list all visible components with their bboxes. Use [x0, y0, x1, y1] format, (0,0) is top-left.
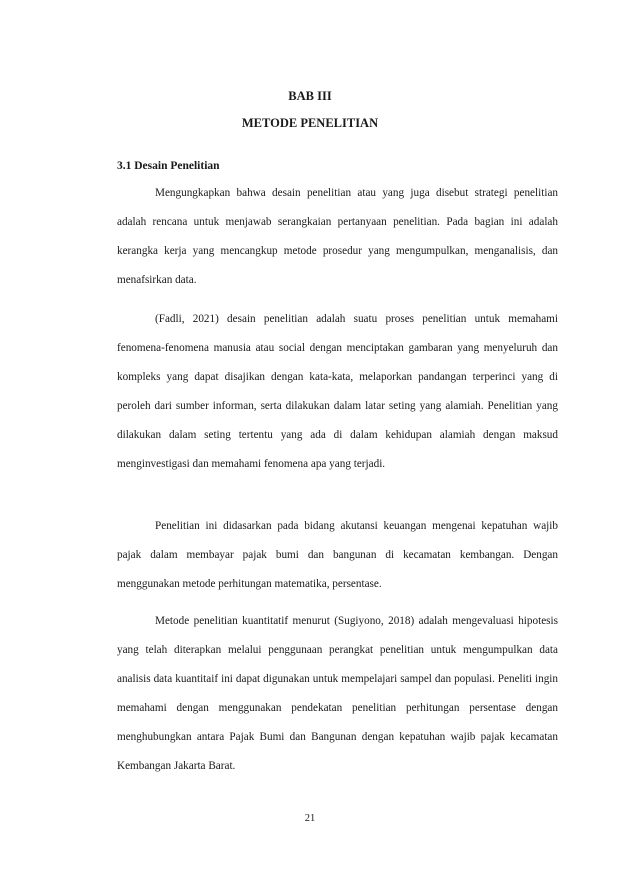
paragraph-quantitative-method: Metode penelitian kuantitatif menurut (Sugiyono, 2018) adalah mengevaluasi hipotesis yang telah diterapkan melalui penggunaan perangkat penelitian untuk mengumpulkan data analisis data kuantitaif ini dapat digunakan untuk mempelajari sampel dan populasi. Peneliti ingin memahami dengan menggunakan pendekatan penelitian perhitungan persentase dengan menghubungkan antara Pajak Bumi dan Bangunan dengan kepatuhan wajib pajak kecamatan Kembangan Jakarta Barat. [117, 615, 558, 772]
paragraph-research-basis: Penelitian ini didasarkan pada bidang akutansi keuangan mengenai kepatuhan wajib pajak dalam membayar pajak bumi dan bangunan di kecamatan kembangan. Dengan menggunakan metode perhitungan matematika, persentase. [117, 520, 558, 590]
chapter-number: BAB III [288, 89, 332, 103]
paragraph-design-definition: Mengungkapkan bahwa desain penelitian atau yang juga disebut strategi penelitian adalah rencana untuk menjawab serangkaian pertanyaan penelitian. Pada bagian ini adalah kerangka kerja yang mencangkup metode prosedur yang mengumpulkan, menganalisis, dan menafsirkan data. [117, 187, 558, 286]
section-heading: 3.1 Desain Penelitian [117, 160, 220, 172]
paragraph-fadli-citation: (Fadli, 2021) desain penelitian adalah suatu proses penelitian untuk memahami fenomena-fenomena manusia atau social dengan menciptakan gambaran yang menyeluruh dan kompleks yang dapat disajikan dengan kata-kata, melaporkan pandangan terperinci yang di peroleh dari sumber informan, serta dilakukan dalam latar seting yang alamiah. Penelitian yang dilakukan dalam seting tertentu yang ada di dalam kehidupan alamiah dengan maksud menginvestigasi dan memahami fenomena apa yang terjadi. [117, 313, 558, 470]
chapter-title: METODE PENELITIAN [241, 116, 379, 130]
page-number: 21 [304, 813, 316, 824]
